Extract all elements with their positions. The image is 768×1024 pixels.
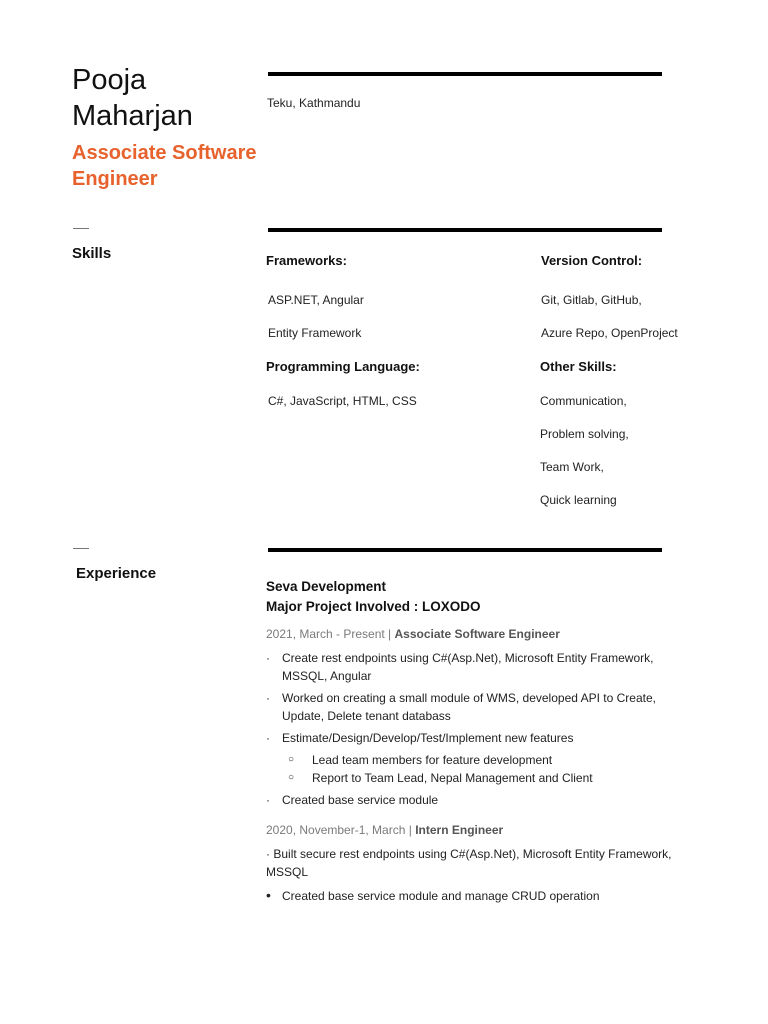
version-control-item: Git, Gitlab, GitHub, <box>541 293 642 307</box>
skills-dash <box>73 228 89 229</box>
bullet-dot-icon: · <box>266 731 270 745</box>
job-dates: 2021, March - Present | <box>266 627 395 641</box>
job-bullet <box>266 689 696 725</box>
experience-heading: Experience <box>76 565 157 582</box>
job-title: Associate Software Engineer <box>394 627 560 641</box>
experience-dash <box>73 548 89 549</box>
bullet-dot-icon: · <box>266 691 270 705</box>
first-name: Pooja <box>72 64 147 96</box>
candidate-name <box>72 62 193 134</box>
job-dates: 2020, November-1, March | <box>266 823 416 837</box>
job-subbullet <box>266 769 696 787</box>
other-skills-item: Quick learning <box>540 493 617 507</box>
job-bullet <box>266 845 696 881</box>
frameworks-label: Frameworks: <box>266 253 347 268</box>
other-skills-item: Team Work, <box>540 460 604 474</box>
subbullet-text: Report to Team Lead, Nepal Management and Client <box>312 771 593 785</box>
project-name: Major Project Involved : LOXODO <box>266 599 481 614</box>
version-control-item: Azure Repo, OpenProject <box>541 326 678 340</box>
circle-bullet-icon: ○ <box>288 754 295 765</box>
bullet-text: Worked on creating a small module of WMS, developed API to Create, Update, Delete tenant databass <box>282 691 656 723</box>
job-role <box>72 140 257 192</box>
skills-divider <box>268 228 662 232</box>
subbullet-text: Lead team members for feature development <box>312 753 553 767</box>
bullet-text: Estimate/Design/Develop/Test/Implement new features <box>282 731 574 745</box>
experience-divider <box>268 548 662 552</box>
job-bullet <box>266 729 696 747</box>
version-control-label: Version Control: <box>541 253 643 268</box>
job-bullet <box>266 649 696 685</box>
bullet-text: Built secure rest endpoints using C#(Asp.Net), Microsoft Entity Framework, MSSQL <box>266 847 672 879</box>
job-subbullet <box>266 751 696 769</box>
job-meta <box>266 625 696 643</box>
role-line-2: Engineer <box>72 168 158 190</box>
company-name: Seva Development <box>266 579 387 594</box>
header-divider <box>268 72 662 76</box>
frameworks-item: Entity Framework <box>268 326 362 340</box>
frameworks-item: ASP.NET, Angular <box>268 293 364 307</box>
programming-item: C#, JavaScript, HTML, CSS <box>268 394 417 408</box>
address: Teku, Kathmandu <box>267 96 361 110</box>
job-bullet <box>266 791 696 809</box>
job-title: Intern Engineer <box>415 823 504 837</box>
skills-heading: Skills <box>72 245 112 262</box>
role-line-1: Associate Software <box>72 142 257 164</box>
bullet-dot-icon: · <box>266 651 270 665</box>
bullet-dot-icon: • <box>266 887 271 903</box>
other-skills-item: Problem solving, <box>540 427 629 441</box>
bullet-dot-icon: · <box>266 847 274 861</box>
job-bullet <box>266 887 696 905</box>
experience-entry <box>266 577 696 909</box>
bullet-text: Create rest endpoints using C#(Asp.Net), Microsoft Entity Framework, MSSQL, Angular <box>282 651 654 683</box>
circle-bullet-icon: ○ <box>288 772 295 783</box>
job-meta <box>266 821 696 839</box>
other-skills-label: Other Skills: <box>540 359 617 374</box>
last-name: Maharjan <box>72 100 193 132</box>
other-skills-item: Communication, <box>540 394 627 408</box>
programming-label: Programming Language: <box>266 359 420 374</box>
bullet-text: Created base service module <box>282 793 439 807</box>
bullet-text: Created base service module and manage CRUD operation <box>282 889 600 903</box>
bullet-dot-icon: · <box>266 793 270 807</box>
